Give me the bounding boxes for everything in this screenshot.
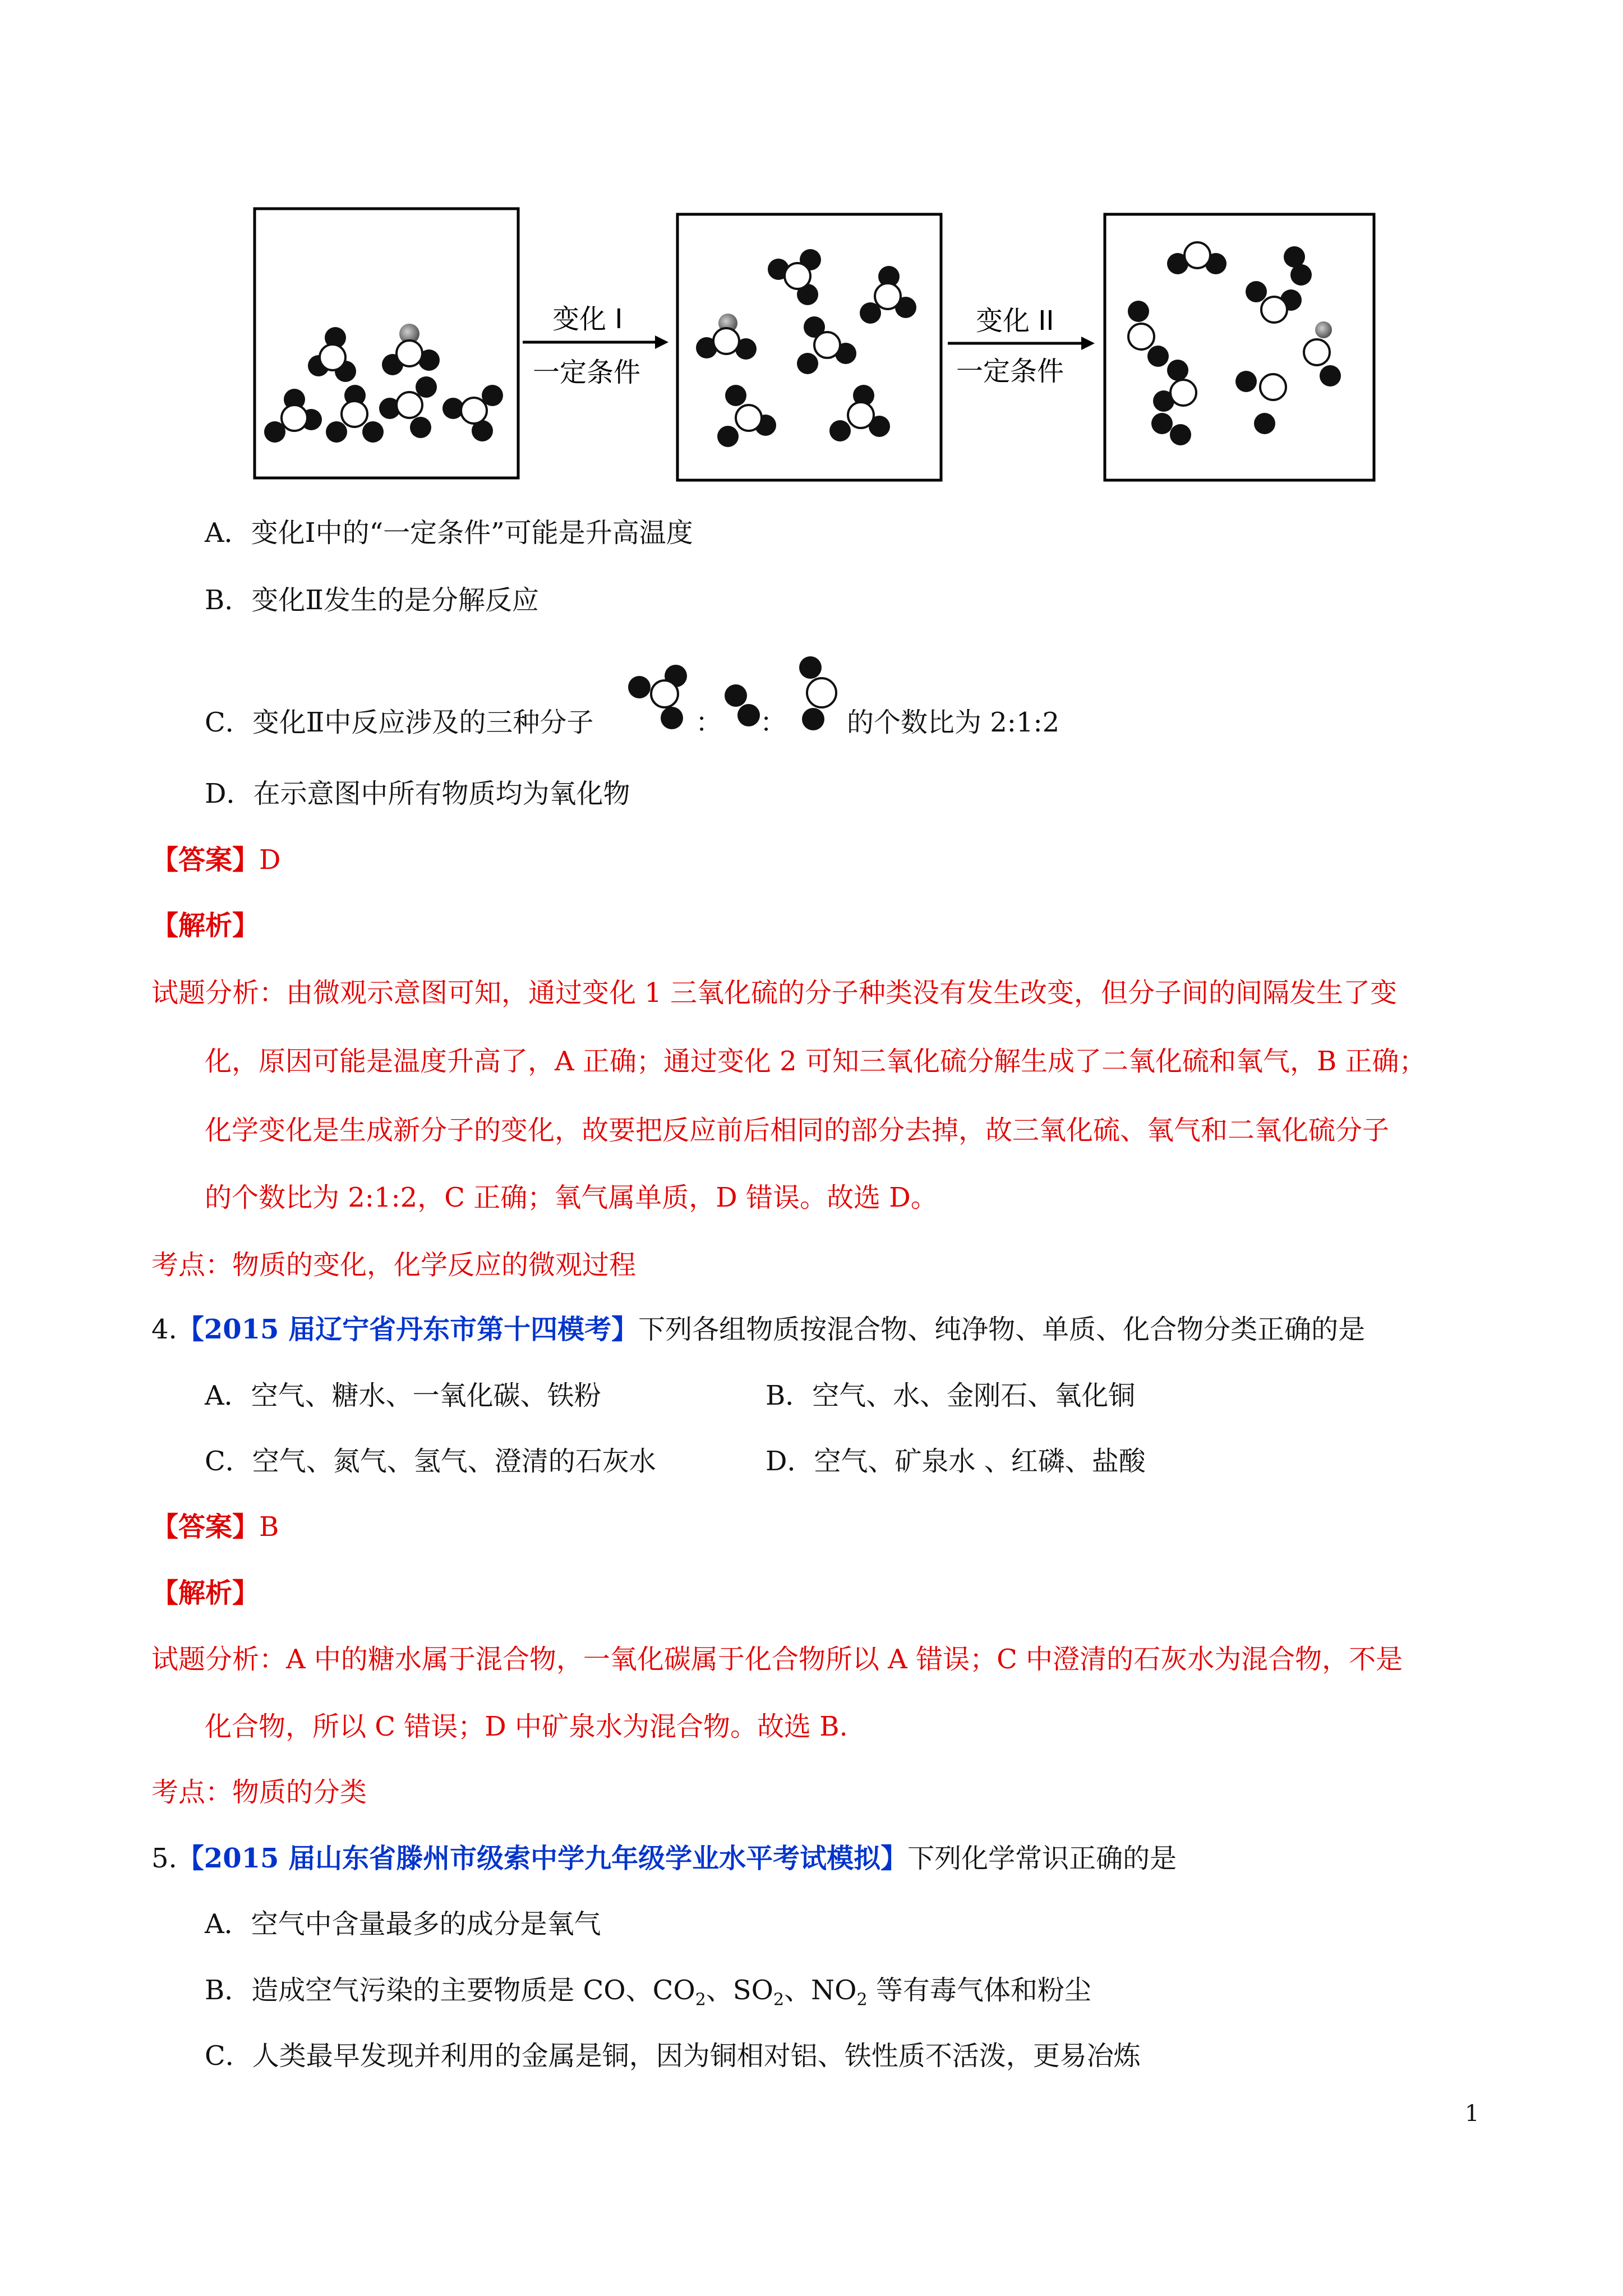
q4-source: 【2015 届辽宁省丹东市第十四模考】 <box>177 1314 639 1345</box>
q5-option-b-sub-2: 2 <box>773 1990 785 2010</box>
so2-molecule-icon <box>785 651 847 735</box>
q3-answer <box>151 843 281 877</box>
q4-question: 下列各组物质按混合物、纯净物、单质、化合物分类正确的是 <box>638 1314 1366 1345</box>
arrow-1-top-label: 变化 I <box>552 303 623 335</box>
box-initial-molecules <box>264 324 503 443</box>
q5-source: 【2015 届山东省滕州市级索中学九年级学业水平考试模拟】 <box>177 1843 908 1874</box>
q4-option-b: B．空气、水、金刚石、氧化铜 <box>766 1380 1136 1411</box>
q4-answer <box>151 1510 279 1544</box>
q3-option-c-prefix: C．变化Ⅱ中反应涉及的三种分子 <box>205 707 594 738</box>
q4-option-a: A．空气、糖水、一氧化碳、铁粉 <box>205 1380 601 1411</box>
q5-number: 5. <box>151 1843 177 1874</box>
q5-option-b-text-3: 、NO <box>784 1975 857 2006</box>
q4-analysis-line-2: 化合物，所以 C 错误；D 中矿泉水为混合物。故选 B. <box>205 1711 848 1742</box>
q4-option-c: C．空气、氮气、氢气、澄清的石灰水 <box>205 1446 656 1477</box>
q4-analysis-label: 【解析】 <box>151 1577 260 1609</box>
box-after-change-1-molecules <box>696 249 916 447</box>
arrow-2-top-label: 变化 II <box>976 305 1054 337</box>
q5-option-c: C．人类最早发现并利用的金属是铜，因为铜相对铝、铁性质不活泼，更易冶炼 <box>205 2040 1141 2072</box>
q4-answer-label: 【答案】 <box>151 1511 260 1543</box>
q3-analysis-line-2: 化，原因可能是温度升高了，A 正确；通过变化 2 可知三氧化硫分解生成了二氧化硫和氧气，B 正确； <box>205 1046 1426 1077</box>
q3-option-a: A．变化Ⅰ中的“一定条件”可能是升高温度 <box>205 517 693 549</box>
q5-option-b-text-2: 、SO <box>706 1975 774 2006</box>
page-number: 1 <box>1465 2101 1479 2127</box>
q3-option-d: D．在示意图中所有物质均为氧化物 <box>205 778 630 809</box>
q5-option-b-sub-3: 2 <box>856 1990 868 2010</box>
q5-option-b <box>205 1973 1091 2010</box>
reaction-diagram <box>247 202 1391 488</box>
q4-stem <box>151 1313 1365 1346</box>
q3-answer-value: D <box>259 844 281 876</box>
q3-answer-label: 【答案】 <box>151 844 260 876</box>
q3-analysis-label: 【解析】 <box>151 910 260 941</box>
q5-option-b-sub-1: 2 <box>695 1990 706 2010</box>
q4-option-d: D．空气、矿泉水 、红磷、盐酸 <box>766 1446 1146 1477</box>
q4-analysis-line-1: 试题分析：A 中的糖水属于混合物，一氧化碳属于化合物所以 A 错误；C 中澄清的石灰水为混合物，不是 <box>151 1644 1403 1675</box>
q3-option-c-separator-2: ： <box>760 707 787 738</box>
q4-number: 4. <box>151 1314 177 1345</box>
q3-analysis-line-3: 化学变化是生成新分子的变化，故要把反应前后相同的部分去掉，故三氧化硫、氧气和二氧化硫分子 <box>205 1115 1390 1146</box>
q5-stem <box>151 1842 1177 1875</box>
q4-answer-value: B <box>259 1511 279 1543</box>
q5-option-b-text-4: 等有毒气体和粉尘 <box>867 1975 1091 2006</box>
q5-option-a: A．空气中含量最多的成分是氧气 <box>205 1908 601 1940</box>
arrow-2-bottom-label: 一定条件 <box>956 356 1064 387</box>
q3-option-b: B．变化Ⅱ发生的是分解反应 <box>205 585 539 616</box>
box-after-change-2-molecules <box>1128 242 1341 445</box>
q3-kaodian: 考点：物质的变化，化学反应的微观过程 <box>151 1249 637 1281</box>
q3-analysis-line-1: 试题分析：由微观示意图可知，通过变化 1 三氧化硫的分子种类没有发生改变，但分子间的间隔发生了变 <box>151 977 1398 1009</box>
q5-option-b-text-1: B．造成空气污染的主要物质是 CO、CO <box>205 1975 695 2006</box>
q5-question: 下列化学常识正确的是 <box>907 1843 1177 1874</box>
q3-option-c-separator-1: ： <box>695 707 723 738</box>
q3-option-c-suffix: 的个数比为 2:1:2 <box>847 707 1060 738</box>
so3-molecule-icon <box>623 659 695 732</box>
arrow-1-bottom-label: 一定条件 <box>533 357 641 388</box>
q4-kaodian: 考点：物质的分类 <box>151 1777 367 1808</box>
q3-analysis-line-4: 的个数比为 2:1:2，C 正确；氧气属单质，D 错误。故选 D。 <box>205 1182 938 1213</box>
